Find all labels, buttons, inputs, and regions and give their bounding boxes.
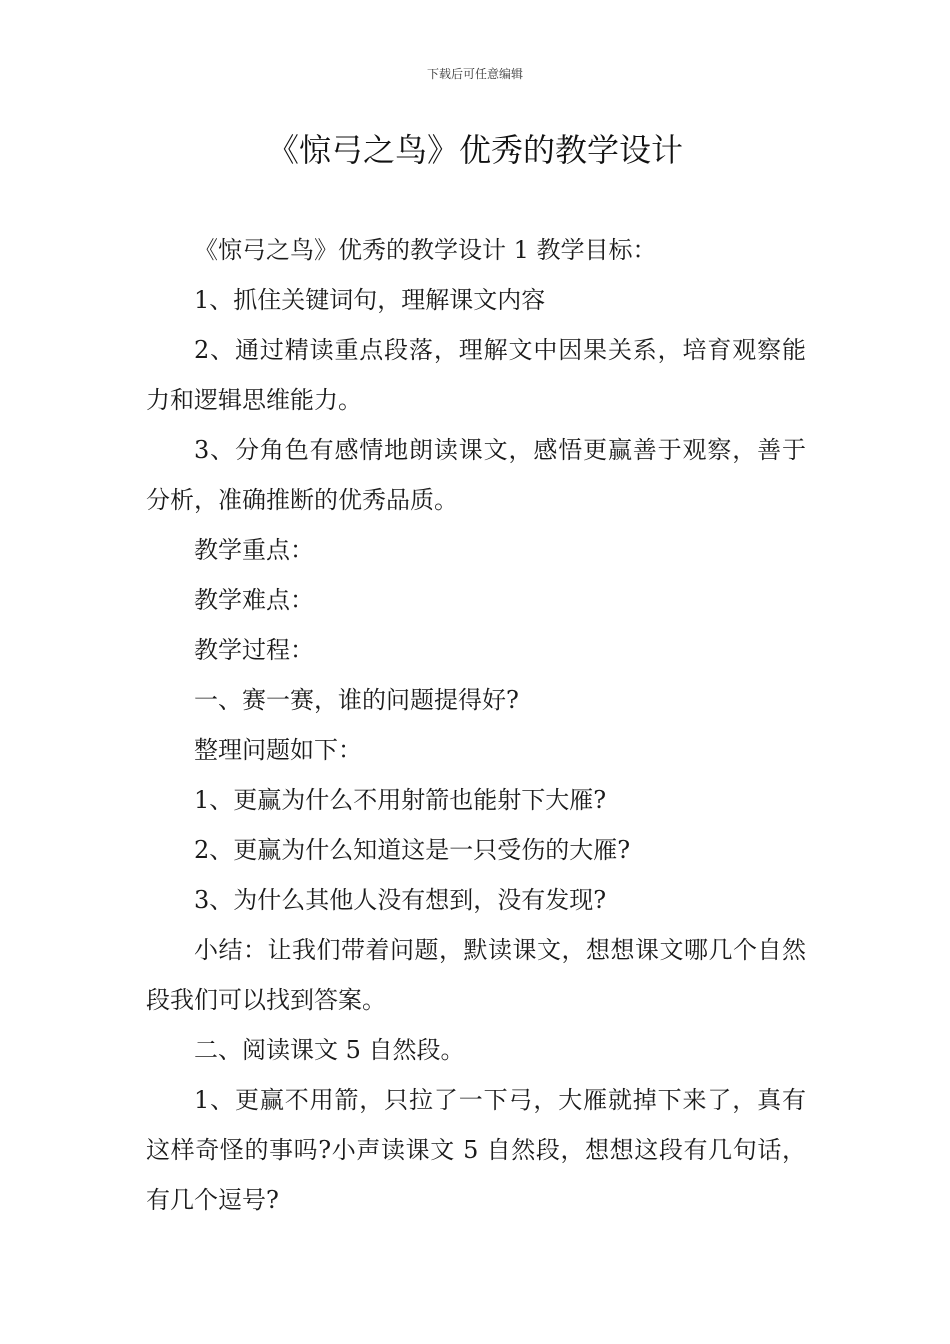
paragraph-objective-1: 1、抓住关键词句，理解课文内容 [194,286,546,314]
paragraph-key-points: 教学重点： [194,536,314,564]
paragraph-difficulties: 教学难点： [194,586,314,614]
paragraph-summary: 小结：让我们带着问题，默读课文，想想课文哪几个自然段我们可以找到答案。 [146,936,806,1014]
paragraph-question-2: 2、更赢为什么知道这是一只受伤的大雁? [194,836,631,864]
paragraph-questions-intro: 整理问题如下： [194,736,362,764]
paragraph-intro-objectives: 《惊弓之鸟》优秀的教学设计 1 教学目标： [194,236,657,264]
header-note: 下载后可任意编辑 [426,67,523,81]
paragraph-section-two: 二、阅读课文 5 自然段。 [194,1036,465,1064]
paragraph-section-one: 一、赛一赛，谁的问题提得好? [194,686,519,714]
document-body [146,225,806,1225]
document-title: 《惊弓之鸟》优秀的教学设计 [266,131,683,169]
paragraph-question-3: 3、为什么其他人没有想到，没有发现? [194,886,607,914]
paragraph-section-two-item-1: 1、更赢不用箭，只拉了一下弓，大雁就掉下来了，真有这样奇怪的事吗?小声读课文 5 自然段，想想这段有几句话，有几个逗号? [146,1086,806,1214]
paragraph-objective-3: 3、分角色有感情地朗读课文，感悟更赢善于观察，善于分析，准确推断的优秀品质。 [146,436,806,514]
paragraph-process: 教学过程： [194,636,314,664]
paragraph-question-1: 1、更赢为什么不用射箭也能射下大雁? [194,786,607,814]
paragraph-objective-2: 2、通过精读重点段落，理解文中因果关系，培育观察能力和逻辑思维能力。 [146,336,806,414]
